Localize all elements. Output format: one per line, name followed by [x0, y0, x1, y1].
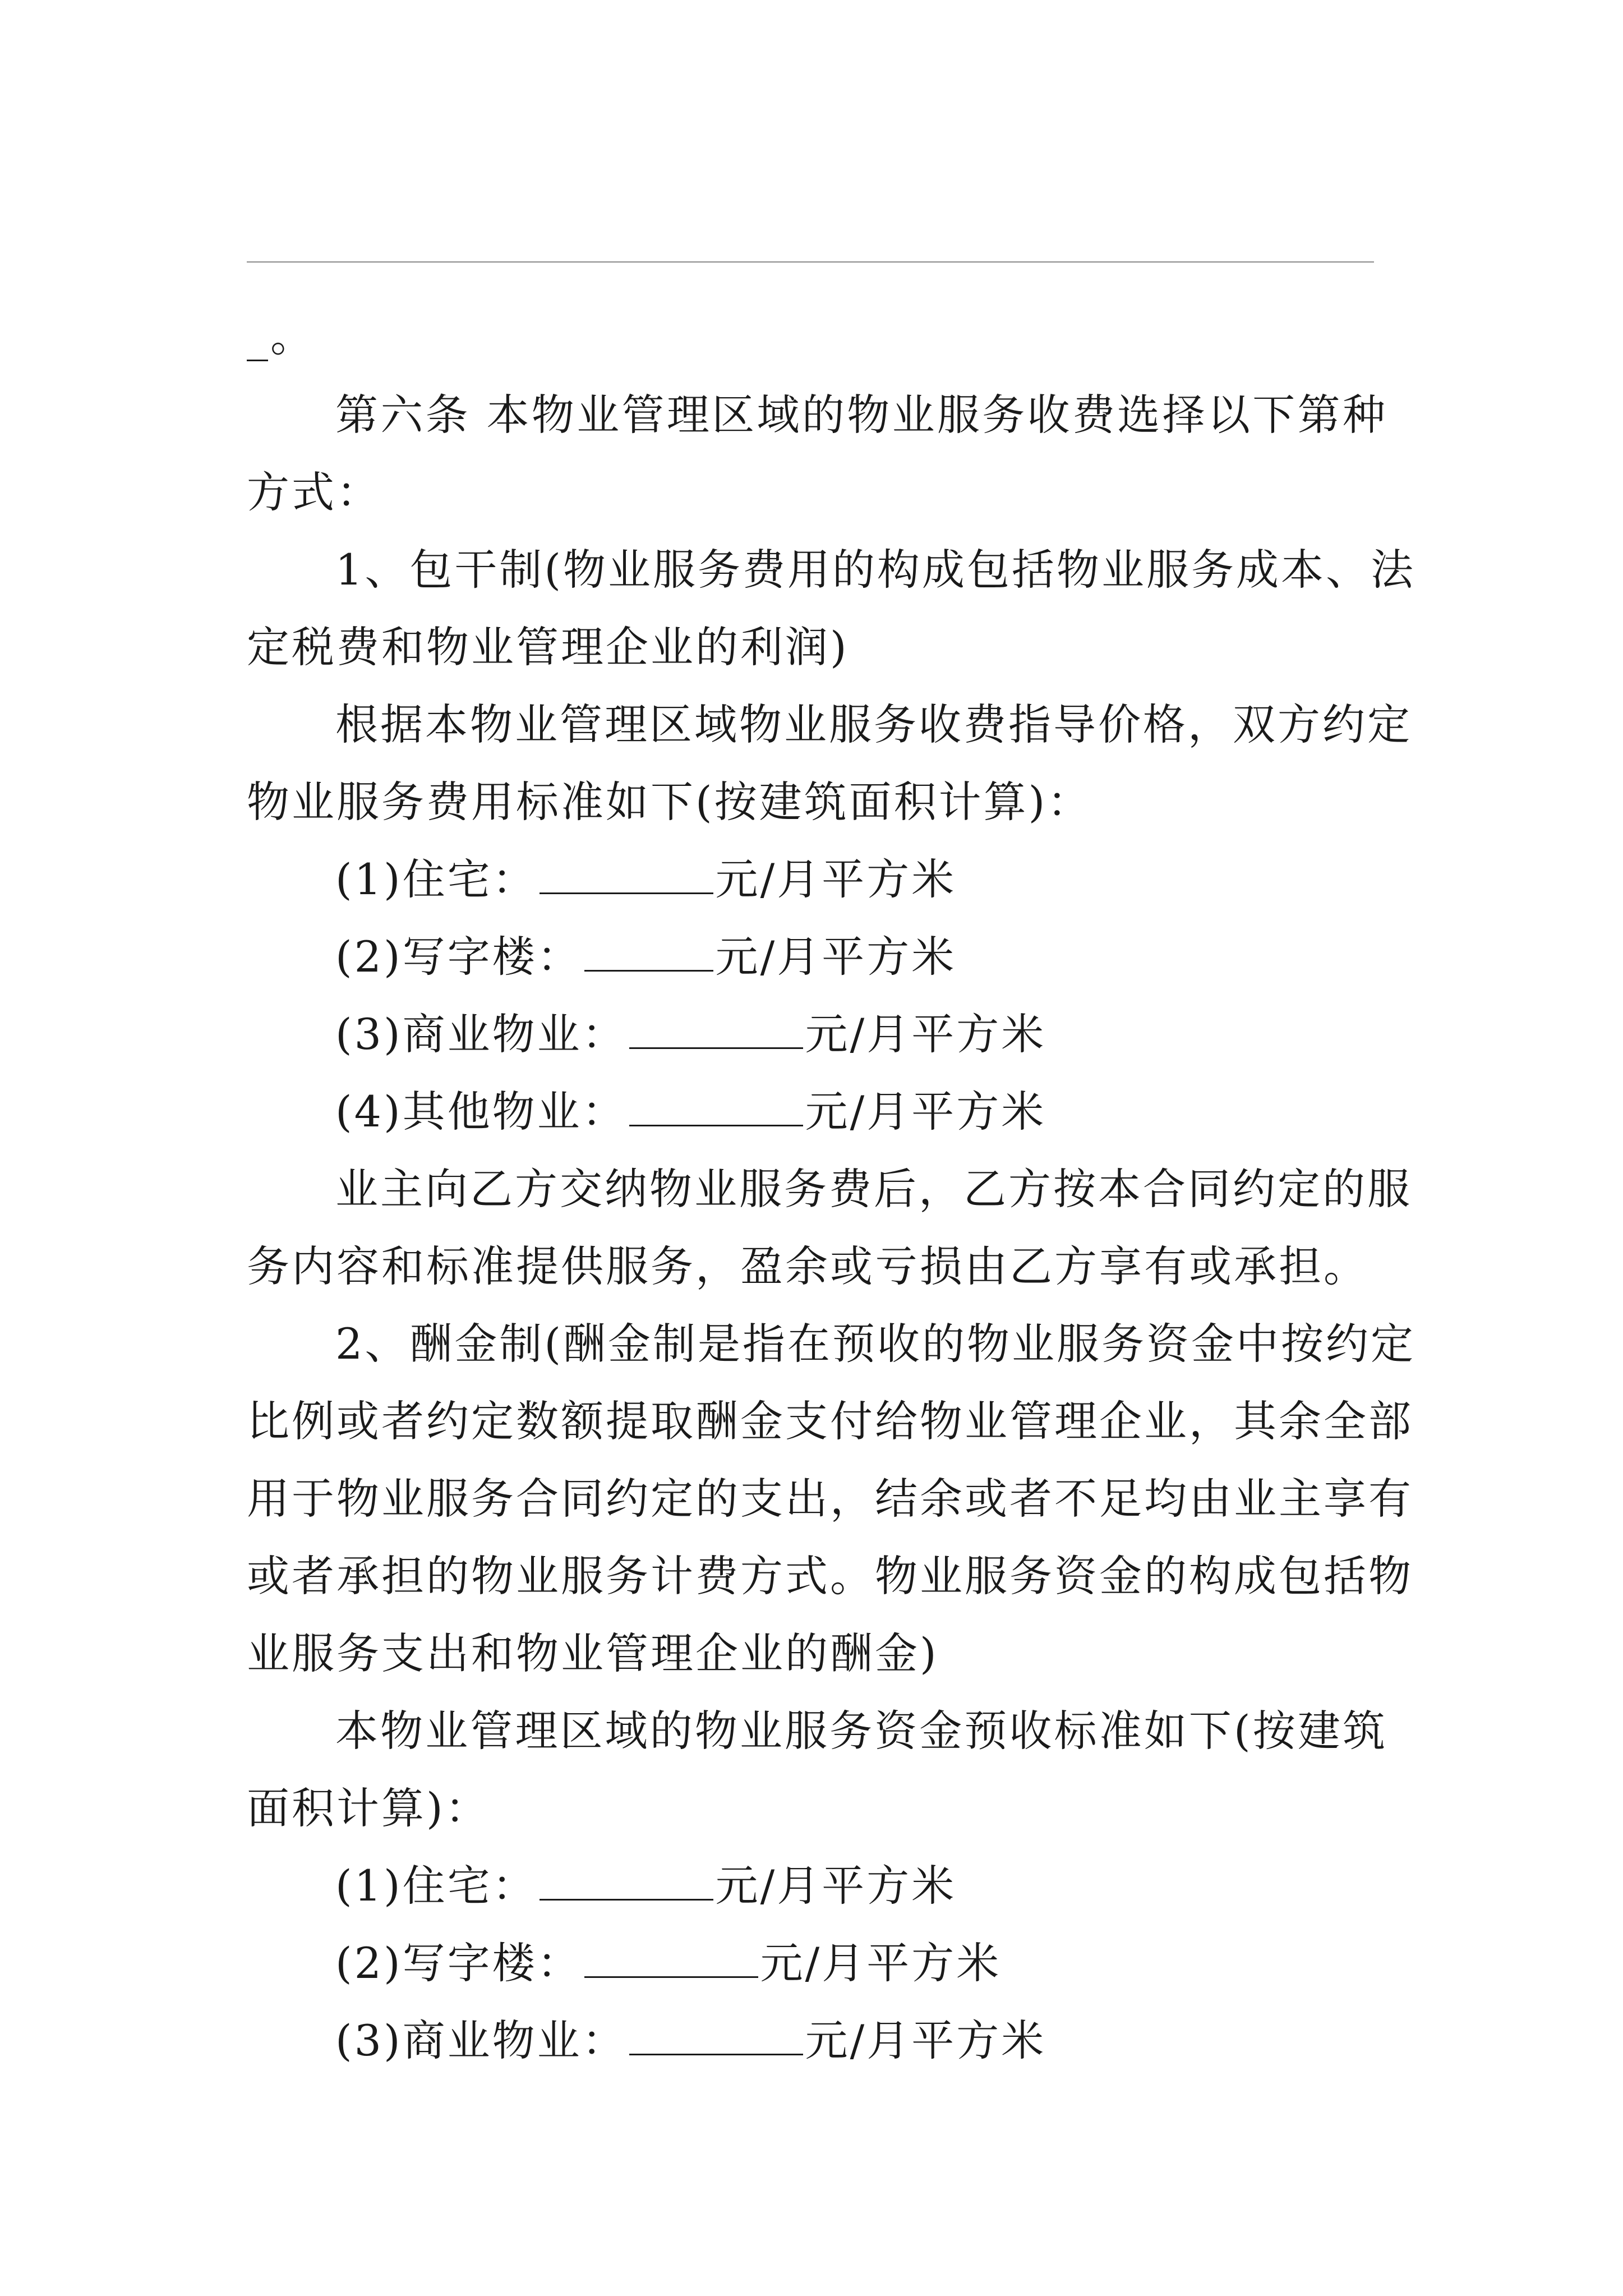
fee-line-other [335, 1084, 1387, 1140]
fee-label: (3)商业物业： [335, 2016, 627, 2065]
text-line: 面积计算)： [247, 1783, 490, 1833]
text-line: 务内容和标准提供服务，盈余或亏损由乙方享有或承担。 [247, 1241, 1368, 1291]
fill-in-blank[interactable] [629, 1089, 803, 1126]
fill-in-blank[interactable] [629, 2018, 803, 2055]
fill-in-blank[interactable] [629, 1011, 803, 1049]
text-line: 物业服务费用标准如下(按建筑面积计算)： [247, 777, 1092, 827]
fee-line-residential [335, 1858, 1387, 1914]
fee-label: (1)住宅： [335, 1861, 537, 1911]
fee-unit: 元/月平方米 [715, 1861, 957, 1911]
fee-line-office [335, 1935, 1387, 1991]
fee-label: (4)其他物业： [335, 1087, 627, 1137]
text-line: 比例或者约定数额提取酬金支付给物业管理企业，其余全部 [247, 1396, 1413, 1446]
top-divider [247, 261, 1374, 263]
fill-in-blank[interactable] [584, 1940, 758, 1978]
fill-in-blank[interactable] [540, 857, 713, 894]
fee-line-residential [335, 852, 1387, 908]
fee-unit: 元/月平方米 [805, 1009, 1046, 1059]
fee-line-commercial [335, 2013, 1387, 2069]
text-line: 业主向乙方交纳物业服务费后，乙方按本合同约定的服 [335, 1164, 1412, 1214]
fee-label: (3)商业物业： [335, 1009, 627, 1059]
text-line: 本物业管理区域的物业服务资金预收标准如下(按建筑 [335, 1706, 1387, 1756]
fee-unit: 元/月平方米 [715, 932, 957, 982]
text-line: 用于物业服务合同约定的支出，结余或者不足均由业主享有 [247, 1474, 1413, 1524]
fee-line-commercial [335, 1006, 1387, 1062]
fee-unit: 元/月平方米 [805, 2016, 1046, 2065]
article-six-heading: 第六条 本物业管理区域的物业服务收费选择以下第种 [335, 390, 1387, 440]
fee-label: (1)住宅： [335, 854, 537, 904]
fee-label: (2)写字楼： [335, 1938, 582, 1988]
fee-line-office [335, 929, 1387, 985]
text-line: 定税费和物业管理企业的利润) [247, 622, 849, 672]
fill-in-blank[interactable] [540, 1863, 713, 1901]
item-1-heading: 1、包干制(物业服务费用的构成包括物业服务成本、法 [335, 545, 1416, 595]
fee-unit: 元/月平方米 [805, 1087, 1046, 1137]
fee-unit: 元/月平方米 [715, 854, 957, 904]
text-line: 业服务支出和物业管理企业的酬金) [247, 1628, 939, 1678]
fee-unit: 元/月平方米 [760, 1938, 1002, 1988]
text-line: 根据本物业管理区域物业服务收费指导价格，双方约定 [335, 700, 1412, 749]
item-2-heading: 2、酬金制(酬金制是指在预收的物业服务资金中按约定 [335, 1319, 1416, 1369]
text-line: 方式： [247, 467, 381, 517]
text-line: 或者承担的物业服务计费方式。物业服务资金的构成包括物 [247, 1551, 1413, 1601]
fee-label: (2)写字楼： [335, 932, 582, 982]
fill-in-blank[interactable] [584, 934, 713, 972]
text-line: _。 [247, 311, 315, 361]
